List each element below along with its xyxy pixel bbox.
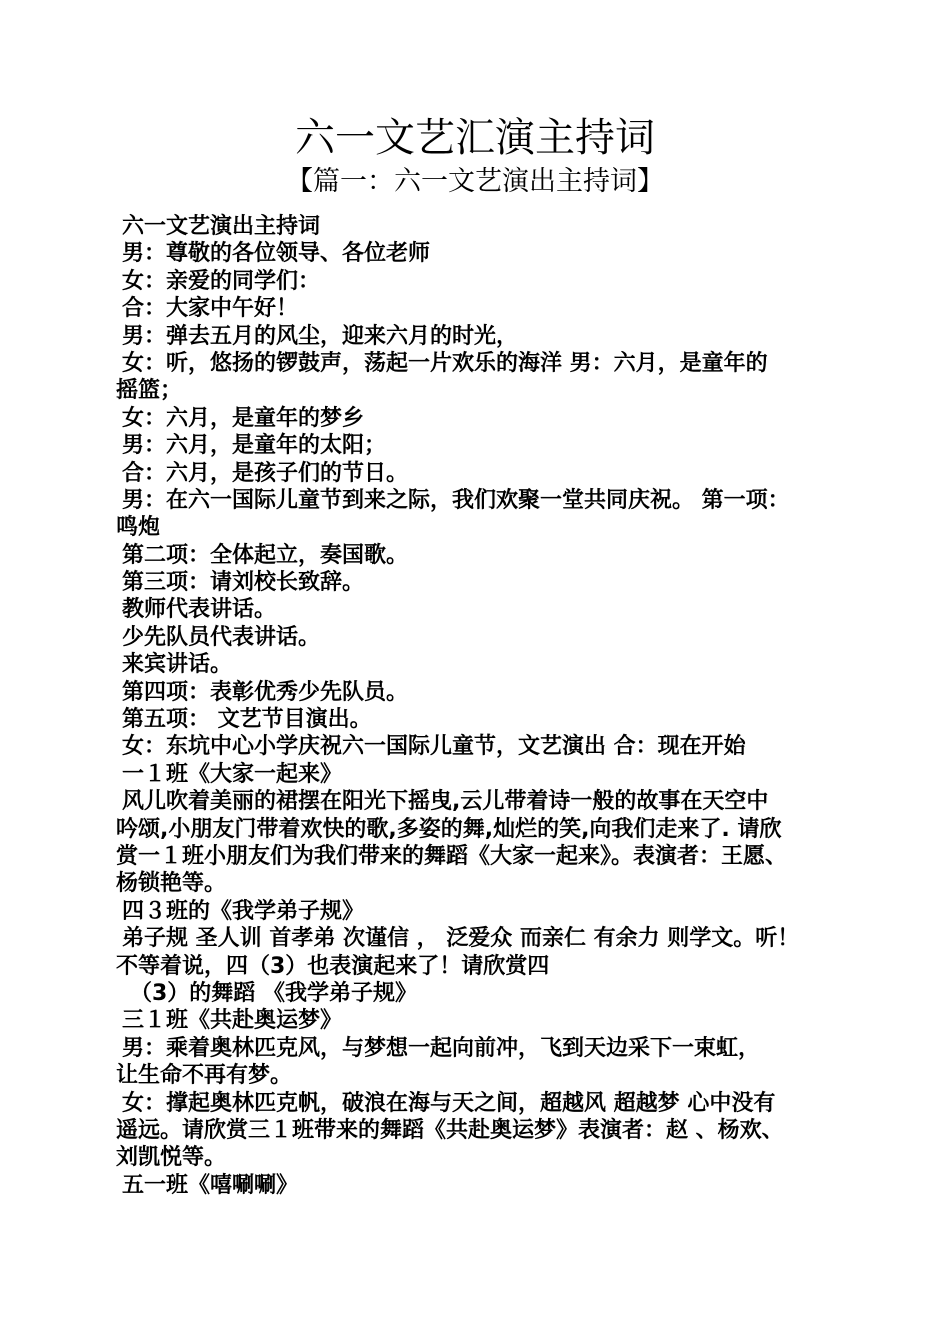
text-line: 刘凯悦等。 [116, 1145, 227, 1171]
text-line: 一１班《大家一起来》 [122, 761, 343, 787]
text-line: 男：六月，是童年的太阳； [122, 433, 387, 459]
text-line: 第四项：表彰优秀少先队员。 [122, 679, 409, 705]
text-line: 男：乘着奥林匹克风，与梦想一起向前冲，飞到天边采下一束虹， [122, 1035, 761, 1061]
text-line: 遥远。请欣赏三１班带来的舞蹈《共赴奥运梦》表演者：赵 、杨欢、 [116, 1117, 784, 1143]
text-line: 风儿吹着美丽的裙摆在阳光下摇曳,云儿带着诗一般的故事在天空中 [122, 789, 769, 815]
text-line: 第三项：请刘校长致辞。 [122, 570, 365, 596]
text-line: 五一班《嘻唰唰》 [122, 1172, 299, 1198]
document-subtitle: 【篇一：六一文艺演出主持词】 [286, 166, 664, 197]
text-line: 少先队员代表讲话。 [122, 624, 321, 650]
text-line: 教师代表讲话。 [122, 597, 277, 623]
text-line: （3）的舞蹈 《我学弟子规》 [130, 980, 417, 1006]
text-line: 第五项： 文艺节目演出。 [122, 707, 372, 733]
document-title: 六一文艺汇演主持词 [295, 115, 655, 161]
text-line: 女：亲爱的同学们： [122, 268, 321, 294]
text-line: 女：六月，是童年的梦乡 [122, 405, 365, 431]
text-line: 鸣炮 [116, 515, 161, 541]
text-line: 第二项：全体起立，奏国歌。 [122, 542, 409, 568]
text-line: 让生命不再有梦。 [116, 1063, 293, 1089]
text-line: 吟颂,小朋友门带着欢快的歌,多姿的舞,灿烂的笑,向我们走来了. 请欣 [116, 816, 782, 842]
text-line: 女：东坑中心小学庆祝六一国际儿童节，文艺演出 合：现在开始 [122, 734, 746, 760]
text-line: 男：尊敬的各位领导、各位老师 [122, 241, 431, 267]
text-line: 合：六月，是孩子们的节日。 [122, 460, 409, 486]
text-line: 三１班《共赴奥运梦》 [122, 1008, 343, 1034]
text-line: 杨锁艳等。 [116, 871, 227, 897]
text-line: 不等着说，四（3）也表演起来了！请欣赏四 [116, 953, 550, 979]
text-line: 合：大家中午好！ [122, 296, 299, 322]
text-line: 女：撑起奥林匹克帆，破浪在海与天之间，超越风 超越梦 心中没有 [122, 1090, 776, 1116]
text-line: 男：弹去五月的风尘，迎来六月的时光， [122, 323, 519, 349]
document-body [116, 213, 838, 1199]
text-line: 摇篮； [116, 378, 183, 404]
text-line: 来宾讲话。 [122, 652, 233, 678]
text-line: 弟子规 圣人训 首孝弟 次谨信 ， 泛爱众 而亲仁 有余力 则学文。听！ [122, 926, 800, 952]
text-line: 女：听，悠扬的锣鼓声，荡起一片欢乐的海洋 男：六月，是童年的 [122, 350, 768, 376]
text-line: 四３班的《我学弟子规》 [122, 898, 365, 924]
text-line: 六一文艺演出主持词 [122, 214, 321, 239]
text-line: 男：在六一国际儿童节到来之际，我们欢聚一堂共同庆祝。 第一项： [122, 487, 790, 513]
text-line: 赏一１班小朋友们为我们带来的舞蹈《大家一起来》。表演者：王愿、 [116, 843, 788, 869]
